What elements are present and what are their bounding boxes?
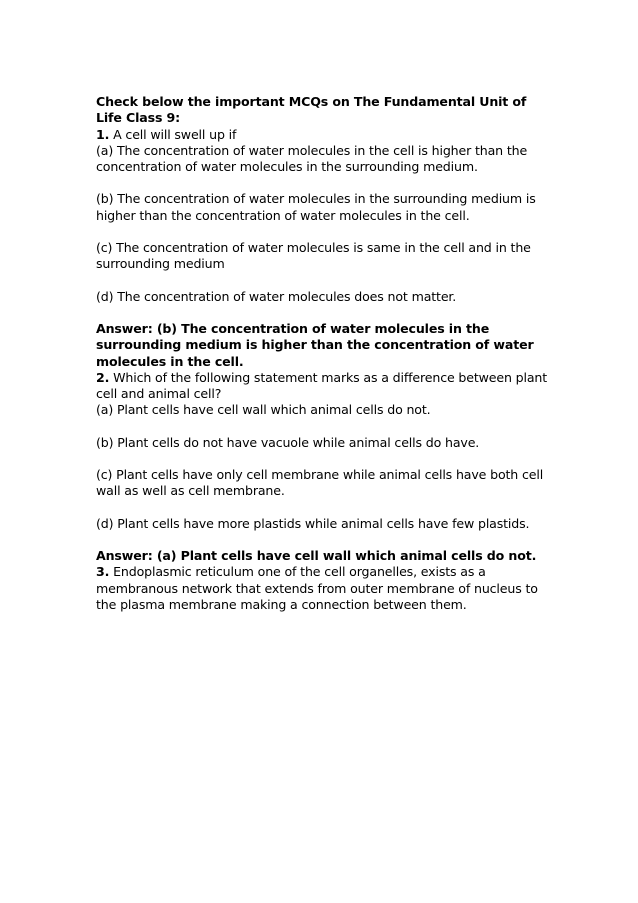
document-page (96, 94, 556, 613)
question-text: A cell will swell up if (113, 126, 237, 142)
question-1-option-c: (c) The concentration of water molecules is same in the cell and in the surrounding medium (96, 240, 531, 272)
question-1-option-b: (b) The concentration of water molecules in the surrounding medium is higher than the concentration of water molecules in the cell. (96, 191, 536, 223)
question-2-option-b: (b) Plant cells do not have vacuole while animal cells do have. (96, 434, 480, 450)
question-number: 2. (96, 369, 110, 385)
question-2-answer: Answer: (a) Plant cells have cell wall which animal cells do not. (96, 547, 537, 563)
question-text: Which of the following statement marks as a difference between plant cell and animal cell? (96, 369, 548, 402)
question-2-option-c: (c) Plant cells have only cell membrane while animal cells have both cell wall as well as cell membrane. (96, 467, 544, 499)
question-3 (96, 564, 556, 613)
question-2-option-d: (d) Plant cells have more plastids while animal cells have few plastids. (96, 515, 530, 531)
question-1-answer: Answer: (b) The concentration of water molecules in the surrounding medium is higher than the concentration of water molecules in the cell. (96, 320, 534, 369)
question-1 (96, 127, 556, 143)
question-text: Endoplasmic reticulum one of the cell organelles, exists as a membranous network that extends from outer membrane of nucleus to the plasma membrane making a connection between them. (96, 564, 538, 612)
question-number: 3. (96, 564, 110, 580)
page-heading: Check below the important MCQs on The Fundamental Unit of Life Class 9: (96, 94, 527, 126)
question-2 (96, 370, 556, 403)
question-1-option-a: (a) The concentration of water molecules in the cell is higher than the concentration of water molecules in the surrounding medium. (96, 142, 528, 175)
question-2-option-a: (a) Plant cells have cell wall which animal cells do not. (96, 402, 431, 418)
question-number: 1. (96, 126, 110, 142)
question-1-option-d: (d) The concentration of water molecules does not matter. (96, 288, 457, 304)
